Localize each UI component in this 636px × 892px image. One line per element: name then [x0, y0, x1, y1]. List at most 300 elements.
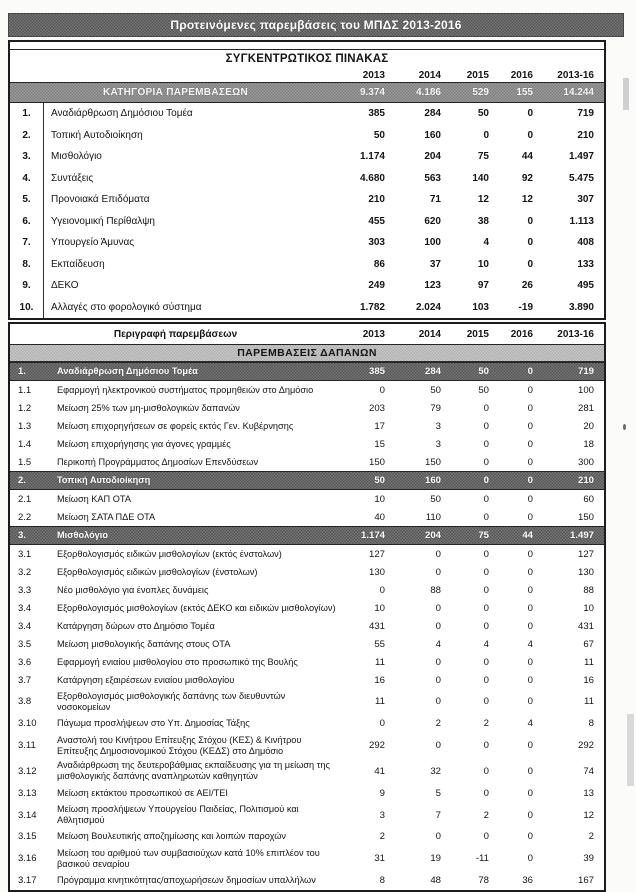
row-value: 284 [424, 366, 441, 377]
document-title-bar [8, 13, 624, 37]
row-number: 3.14 [18, 809, 37, 821]
row-value: 0 [527, 511, 533, 523]
row-value: 75 [478, 530, 489, 541]
row-value: 455 [368, 215, 385, 227]
row-value: 4 [483, 237, 489, 249]
row-label: Μείωση 25% των μη-μισθολογικών δαπανών [57, 402, 240, 413]
row-value: 0 [483, 493, 489, 505]
row-value: 3.890 [568, 301, 594, 313]
summary-table-body [10, 103, 604, 318]
row-number: 3. [18, 530, 26, 541]
row-value: -19 [518, 301, 533, 313]
row-value: 0 [483, 656, 489, 668]
row-value: -11 [475, 853, 489, 865]
row-number: 1.4 [18, 438, 32, 450]
row-value: 0 [435, 696, 441, 708]
row-value: 44 [522, 530, 533, 541]
row-value: 0 [527, 420, 533, 432]
row-value: 0 [379, 384, 385, 396]
row-value: 130 [368, 566, 385, 578]
row-value: 5 [435, 787, 441, 799]
summary-table-top-strip [10, 42, 604, 50]
row-number: 2. [10, 125, 44, 147]
row-value: 249 [368, 280, 385, 292]
summary-row [10, 103, 604, 125]
detail-row [10, 635, 604, 653]
row-value: 50 [373, 129, 385, 141]
year-header: 2013 [362, 69, 385, 81]
row-label: Υπουργείο Άμυνας [51, 237, 135, 249]
row-value: 0 [527, 129, 533, 141]
row-number: 1. [10, 103, 44, 125]
row-label: Περικοπή Προγράμματος Δημοσίων Επενδύσεων [57, 456, 259, 467]
row-value: 0 [483, 511, 489, 523]
row-value: 495 [577, 280, 594, 292]
row-value: 0 [527, 438, 533, 450]
row-value: 385 [368, 366, 385, 377]
row-value: 0 [527, 456, 533, 468]
row-number: 1.3 [18, 420, 32, 432]
detail-row [10, 508, 604, 526]
row-number: 3.13 [18, 787, 37, 799]
detail-row [10, 453, 604, 471]
row-value: 0 [483, 831, 489, 843]
row-value: 719 [577, 366, 594, 377]
row-value: 8 [379, 875, 385, 887]
detail-row [10, 490, 604, 508]
row-value: 2 [379, 831, 385, 843]
row-value: 50 [430, 384, 441, 396]
detail-row [10, 417, 604, 435]
summary-row [10, 168, 604, 190]
row-value: 10 [374, 602, 385, 614]
summary-row [10, 146, 604, 168]
scan-artifact [623, 424, 626, 430]
row-number: 9. [10, 275, 44, 297]
year-header: 2014 [418, 69, 441, 81]
row-value: 0 [527, 475, 533, 486]
row-value: 4 [483, 638, 489, 650]
row-number: 3.8 [18, 696, 32, 708]
row-value: 133 [577, 258, 594, 270]
row-value: 0 [435, 656, 441, 668]
row-value: 12 [583, 809, 594, 821]
row-label: Εκπαίδευση [51, 258, 105, 270]
row-label: Μείωση του αριθμού των συμβασιούχων κατά 10% επιπλέον του βασικού σεναρίου [57, 847, 320, 869]
row-value: 620 [424, 215, 441, 227]
row-value: 0 [527, 215, 533, 227]
row-value: 60 [583, 493, 594, 505]
row-label: Τοπική Αυτοδιοίκηση [57, 475, 151, 486]
row-value: 123 [424, 280, 441, 292]
detail-row [10, 545, 604, 563]
row-label: Μείωση ΚΑΠ ΟΤΑ [57, 493, 131, 504]
row-number: 1.1 [18, 384, 32, 396]
row-value: 0 [527, 620, 533, 632]
row-value: 50 [477, 108, 489, 120]
row-value: 37 [429, 258, 441, 270]
row-label: Προνοιακά Επιδόματα [51, 194, 150, 206]
summary-category-row [10, 82, 604, 103]
row-value: 31 [374, 853, 385, 865]
row-value: 1.497 [568, 151, 594, 163]
detail-row [10, 653, 604, 671]
row-number: 6. [10, 211, 44, 233]
summary-year-header-row [10, 68, 604, 82]
row-value: 210 [577, 129, 594, 141]
row-value: 431 [368, 620, 385, 632]
row-number: 2. [18, 475, 26, 486]
row-label: Αναστολή του Κινήτρου Επίτευξης Στόχου (ΚΕΣ) & Κινήτρου Επίτευξης Δημοσιονομικού Στόχου (ΚΕΔΣ) στο Δημόσιο [57, 734, 302, 756]
row-value: 719 [577, 108, 594, 120]
row-value: 92 [521, 172, 533, 184]
row-value: 307 [577, 194, 594, 206]
row-value: 0 [435, 620, 441, 632]
row-value: 1.497 [569, 530, 594, 541]
row-value: 385 [368, 108, 385, 120]
row-value: 26 [521, 280, 533, 292]
row-value: 15 [374, 438, 385, 450]
row-value: 0 [483, 475, 489, 486]
year-header: 4.186 [415, 87, 441, 98]
summary-table [8, 40, 606, 320]
row-value: 281 [577, 402, 594, 414]
row-label: Μείωση επιχορήγησης για άγονες γραμμές [57, 438, 231, 449]
row-value: 1.174 [359, 151, 385, 163]
row-value: 0 [527, 493, 533, 505]
row-value: 0 [527, 674, 533, 686]
row-label: Μείωση μισθολογικής δαπάνης στους ΟΤΑ [57, 638, 231, 649]
row-label: ΔΕΚΟ [51, 280, 79, 292]
row-value: 4.680 [359, 172, 385, 184]
row-value: 0 [435, 831, 441, 843]
summary-table-title: ΣΥΓΚΕΝΤΡΩΤΙΚΟΣ ΠΙΝΑΚΑΣ [225, 53, 389, 65]
row-number: 3.12 [18, 765, 37, 777]
row-value: 1.782 [359, 301, 385, 313]
detail-table [8, 322, 606, 892]
detail-section-row [10, 471, 604, 490]
row-number: 3.7 [18, 674, 32, 686]
row-value: 0 [379, 718, 385, 730]
year-header: 529 [472, 87, 489, 98]
row-number: 3.4 [18, 620, 32, 632]
detail-row [10, 581, 604, 599]
row-value: 0 [527, 831, 533, 843]
row-value: 0 [483, 129, 489, 141]
row-number: 3.4 [18, 602, 32, 614]
row-value: 2 [588, 831, 594, 843]
row-value: 0 [527, 584, 533, 596]
row-value: 18 [583, 438, 594, 450]
detail-row [10, 599, 604, 617]
row-value: 0 [527, 548, 533, 560]
row-value: 0 [435, 674, 441, 686]
detail-section-row [10, 526, 604, 545]
year-header: 2015 [466, 69, 489, 81]
row-value: 0 [435, 602, 441, 614]
row-value: 74 [583, 765, 594, 777]
detail-row [10, 381, 604, 399]
row-number: 2.2 [18, 511, 32, 523]
row-label: Μείωση ΣΑΤΑ ΠΔΕ ΟΤΑ [57, 511, 156, 522]
row-label: Τοπική Αυτοδιοίκηση [51, 129, 143, 141]
detail-row [10, 802, 604, 828]
summary-row [10, 211, 604, 233]
summary-category-label: ΚΑΤΗΓΟΡΙΑ ΠΑΡΕΜΒΑΣΕΩΝ [103, 87, 248, 98]
row-value: 0 [483, 620, 489, 632]
row-value: 100 [577, 384, 594, 396]
row-value: 204 [424, 151, 441, 163]
row-value: 100 [424, 237, 441, 249]
row-value: 204 [424, 530, 441, 541]
row-value: 0 [527, 656, 533, 668]
row-value: 12 [477, 194, 489, 206]
row-number: 3.11 [18, 740, 36, 752]
row-label: Μείωση επιχορηγήσεων σε φορείς εκτός Γεν. Κυβέρνησης [57, 420, 294, 431]
row-value: 150 [577, 511, 594, 523]
row-label: Μείωση Βουλευτικής αποζημίωσης και λοιπών παροχών [57, 831, 286, 842]
row-value: 1.113 [569, 215, 594, 227]
row-number: 3.15 [18, 831, 37, 843]
detail-row [10, 399, 604, 417]
year-header: 2016 [510, 69, 533, 81]
row-value: 32 [430, 765, 441, 777]
row-value: 303 [368, 237, 385, 249]
row-value: 10 [374, 493, 385, 505]
row-number: 5. [10, 189, 44, 211]
row-value: 0 [483, 696, 489, 708]
row-value: 0 [527, 366, 533, 377]
row-value: 11 [584, 656, 594, 668]
detail-section-row [10, 362, 604, 381]
row-label: Μισθολόγιο [57, 530, 108, 541]
row-value: 0 [483, 674, 489, 686]
row-value: 41 [374, 765, 385, 777]
row-label: Αναδιάρθρωση Δημόσιου Τομέα [57, 366, 198, 377]
row-number: 8. [10, 254, 44, 276]
row-value: 130 [577, 566, 594, 578]
detail-row [10, 715, 604, 733]
row-number: 3.17 [18, 875, 37, 887]
row-value: 16 [583, 674, 594, 686]
row-value: 50 [478, 366, 489, 377]
year-header: 155 [516, 87, 533, 98]
row-label: Μισθολόγιο [51, 151, 102, 163]
row-number: 3.2 [18, 566, 32, 578]
row-value: 0 [435, 566, 441, 578]
summary-row [10, 125, 604, 147]
row-value: 0 [483, 402, 489, 414]
row-value: 0 [527, 740, 533, 752]
row-value: 0 [483, 787, 489, 799]
row-value: 2 [483, 718, 489, 730]
row-value: 167 [577, 875, 594, 887]
row-value: 67 [583, 638, 594, 650]
row-value: 40 [374, 511, 385, 523]
row-value: 19 [430, 853, 441, 865]
row-value: 50 [478, 384, 489, 396]
row-label: Αναδιάρθρωση Δημόσιου Τομέα [51, 108, 193, 120]
row-value: 38 [477, 215, 489, 227]
detail-description-header: Περιγραφή παρεμβάσεων [113, 328, 238, 340]
detail-row [10, 733, 604, 759]
row-value: 78 [478, 875, 489, 887]
row-value: 203 [368, 402, 385, 414]
row-value: 36 [522, 875, 533, 887]
row-value: 0 [483, 566, 489, 578]
row-number: 3.1 [18, 548, 32, 560]
row-number: 3.10 [18, 718, 37, 730]
row-label: Νέο μισθολόγιο για ένοπλες δυνάμεις [57, 584, 209, 595]
row-value: 16 [374, 674, 385, 686]
row-value: 0 [527, 402, 533, 414]
row-value: 88 [583, 584, 594, 596]
row-value: 1.174 [360, 530, 385, 541]
row-value: 0 [483, 602, 489, 614]
summary-row [10, 189, 604, 211]
row-value: 20 [583, 420, 594, 432]
row-value: 0 [435, 548, 441, 560]
detail-row [10, 435, 604, 453]
row-value: 2 [435, 718, 441, 730]
row-number: 4. [10, 168, 44, 190]
row-value: 0 [527, 384, 533, 396]
summary-row [10, 232, 604, 254]
row-value: 210 [577, 475, 594, 486]
row-value: 0 [527, 258, 533, 270]
row-value: 0 [527, 237, 533, 249]
row-value: 0 [483, 548, 489, 560]
row-number: 2.1 [18, 493, 32, 505]
detail-table-body [10, 362, 604, 890]
year-header: 9.374 [359, 87, 385, 98]
row-value: 284 [424, 108, 441, 120]
row-label: Υγειονομική Περίθαλψη [51, 215, 155, 227]
row-value: 292 [577, 740, 594, 752]
year-header: 2016 [510, 328, 533, 340]
row-value: 150 [424, 456, 441, 468]
detail-row [10, 617, 604, 635]
year-header: 2014 [418, 328, 441, 340]
row-value: 0 [527, 787, 533, 799]
row-value: 2.024 [415, 301, 441, 313]
row-label: Αλλαγές στο φορολογικό σύστημα [51, 301, 202, 313]
row-label: Εφαρμογή ενιαίου μισθολογίου στο προσωπικό της Βουλής [57, 656, 298, 667]
row-number: 10. [10, 297, 44, 319]
row-value: 210 [368, 194, 385, 206]
row-label: Μείωση εκτάκτου προσωπικού σε ΑΕΙ/ΤΕΙ [57, 787, 228, 798]
row-label: Εξορθολογισμός μισθολογίων (εκτός ΔΕΚΟ και ειδικών μισθολογίων) [57, 602, 336, 613]
detail-row [10, 784, 604, 802]
row-value: 0 [435, 740, 441, 752]
row-number: 3.6 [18, 656, 32, 668]
detail-row [10, 872, 604, 890]
detail-row [10, 846, 604, 872]
row-number: 3.16 [18, 853, 37, 865]
summary-row [10, 275, 604, 297]
row-value: 75 [477, 151, 489, 163]
row-value: 0 [483, 584, 489, 596]
row-value: 0 [483, 765, 489, 777]
row-label: Εφαρμογή ηλεκτρονικού συστήματος προμηθειών στο Δημόσιο [57, 384, 314, 395]
row-number: 3.5 [18, 638, 32, 650]
row-value: 103 [472, 301, 489, 313]
row-value: 0 [483, 740, 489, 752]
summary-row [10, 297, 604, 319]
row-value: 5.475 [568, 172, 594, 184]
row-number: 7. [10, 232, 44, 254]
row-value: 3 [435, 438, 441, 450]
year-header: 2013-16 [557, 328, 594, 340]
row-number: 3. [10, 146, 44, 168]
row-value: 431 [577, 620, 594, 632]
row-value: 0 [527, 809, 533, 821]
expenditure-band: ΠΑΡΕΜΒΑΣΕΙΣ ΔΑΠΑΝΩΝ [10, 345, 604, 362]
row-value: 97 [477, 280, 489, 292]
row-label: Συντάξεις [51, 172, 94, 184]
row-value: 408 [577, 237, 594, 249]
row-value: 48 [430, 875, 441, 887]
row-value: 10 [477, 258, 489, 270]
row-number: 3.3 [18, 584, 32, 596]
row-value: 7 [435, 809, 441, 821]
year-header: 2015 [466, 328, 489, 340]
row-value: 11 [375, 696, 385, 708]
row-number: 1.2 [18, 402, 32, 414]
row-value: 127 [577, 548, 594, 560]
row-value: 4 [527, 638, 533, 650]
row-value: 0 [527, 853, 533, 865]
row-value: 11 [375, 656, 385, 668]
row-label: Κατάργηση δώρων στο Δημόσιο Τομέα [57, 620, 215, 631]
row-value: 0 [379, 584, 385, 596]
row-value: 11 [584, 696, 594, 708]
row-value: 13 [583, 787, 594, 799]
row-value: 300 [577, 456, 594, 468]
row-value: 160 [424, 475, 441, 486]
row-value: 50 [374, 475, 385, 486]
row-value: 0 [527, 108, 533, 120]
row-number: 1. [18, 366, 26, 377]
scan-artifact [623, 78, 629, 110]
row-number: 1.5 [18, 456, 32, 468]
row-value: 9 [379, 787, 385, 799]
row-value: 0 [527, 765, 533, 777]
year-header: 2013-16 [557, 69, 594, 81]
row-value: 44 [521, 151, 533, 163]
detail-row [10, 563, 604, 581]
row-label: Εξορθολογισμός ειδικών μισθολογίων (εκτός ένστολων) [57, 548, 282, 559]
row-value: 71 [429, 194, 441, 206]
row-value: 0 [527, 602, 533, 614]
row-value: 150 [368, 456, 385, 468]
row-value: 110 [425, 511, 441, 523]
row-value: 140 [472, 172, 489, 184]
row-value: 4 [435, 638, 441, 650]
row-value: 39 [583, 853, 594, 865]
row-value: 0 [527, 696, 533, 708]
row-value: 160 [424, 129, 441, 141]
detail-header-row [10, 324, 604, 345]
row-value: 50 [430, 493, 441, 505]
row-label: Εξορθολογισμός ειδικών μισθολογίων (ένστολων) [57, 566, 258, 577]
row-value: 10 [583, 602, 594, 614]
row-value: 0 [483, 420, 489, 432]
document-title: Προτεινόμενες παρεμβάσεις του ΜΠΔΣ 2013-2016 [170, 18, 462, 32]
scan-artifact [627, 714, 634, 786]
detail-row [10, 671, 604, 689]
row-value: 79 [430, 402, 441, 414]
